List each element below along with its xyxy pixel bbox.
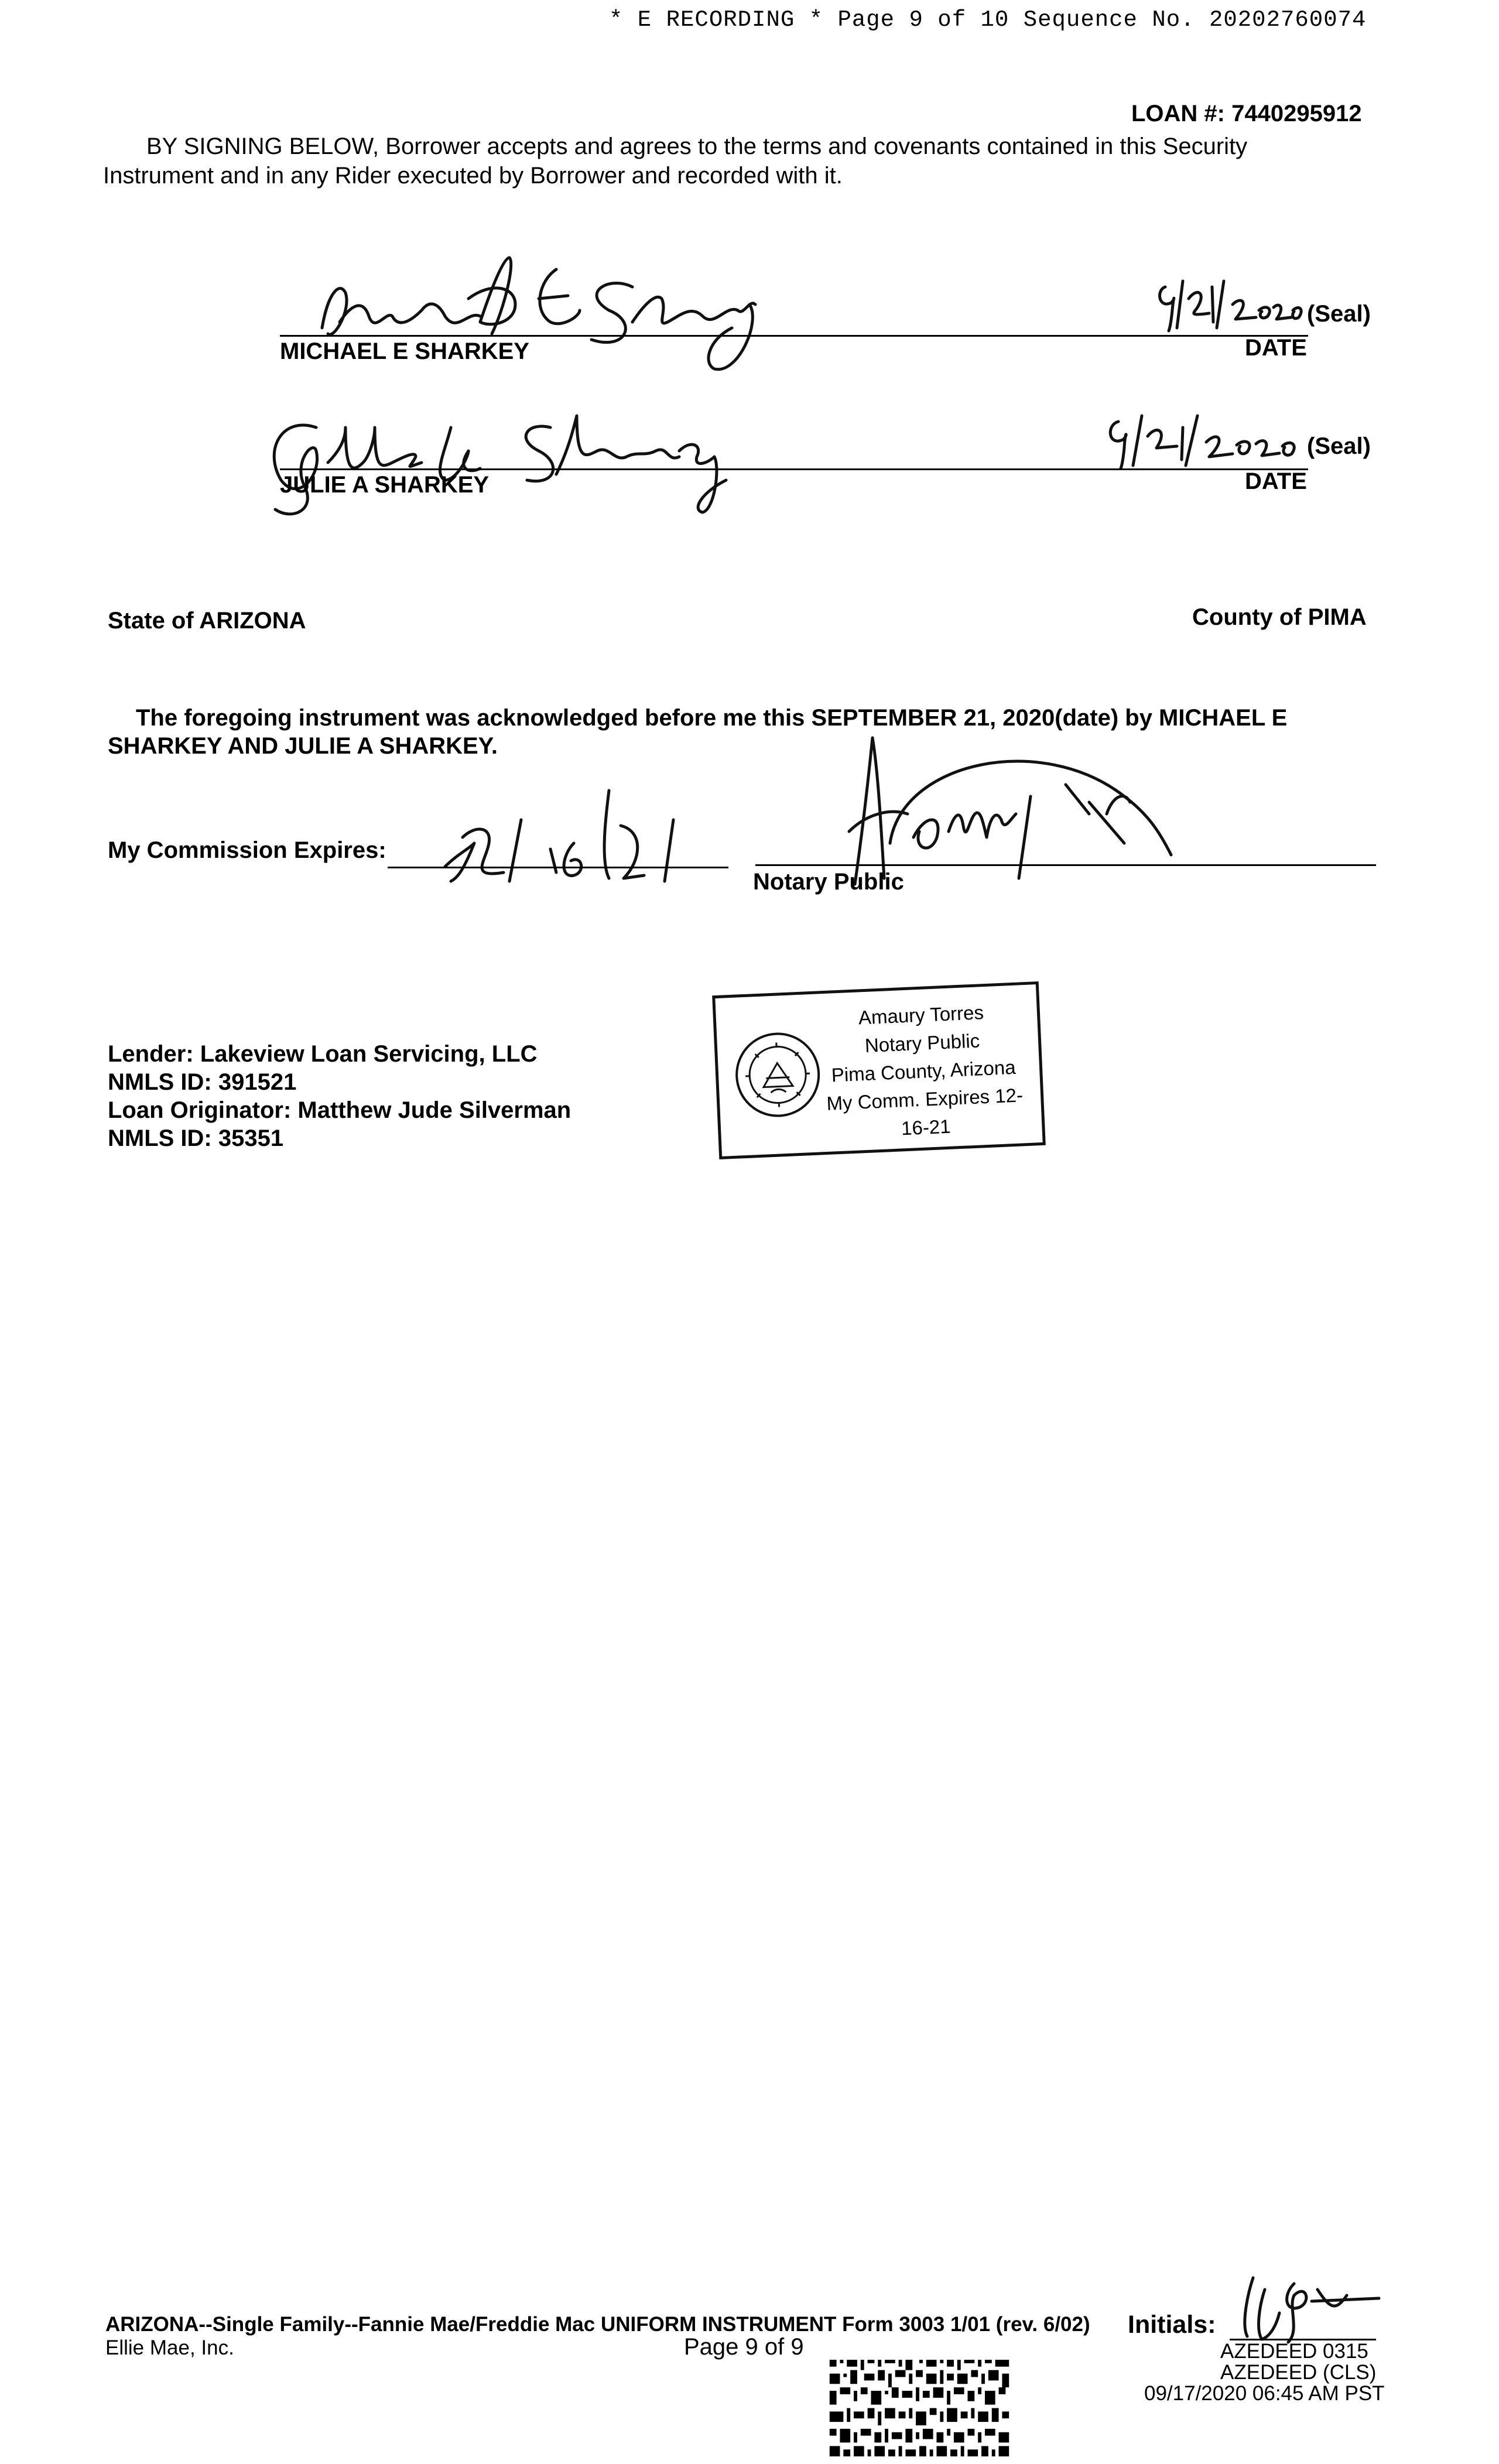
commission-expires-label: My Commission Expires: (108, 837, 386, 863)
borrower-2-signature (258, 392, 761, 521)
stamp-notary-name: Amaury Torres (858, 1001, 984, 1029)
footer-doc-code: AZEDEED 0315 (1220, 2340, 1368, 2363)
acknowledgment-line-2: SHARKEY AND JULIE A SHARKEY. (108, 733, 498, 759)
acknowledgment-line-1: The foregoing instrument was acknowledged before me this SEPTEMBER 21, 2020(date) by MICHAEL E (136, 705, 1288, 731)
lender-nmls: NMLS ID: 391521 (108, 1069, 297, 1095)
notary-public-label: Notary Public (753, 869, 904, 895)
initials-handwritten (1230, 2272, 1382, 2348)
commission-date-handwritten (433, 755, 703, 896)
borrower-1-name: MICHAEL E SHARKEY (280, 338, 529, 364)
borrower-1-date-handwritten (1154, 275, 1306, 334)
notary-stamp (712, 981, 1046, 1159)
footer-page-number: Page 9 of 9 (684, 2334, 804, 2360)
footer-vendor: Ellie Mae, Inc. (105, 2336, 234, 2359)
recording-header: * E RECORDING * Page 9 of 10 Sequence No. 20202760074 (609, 7, 1367, 33)
borrower-1-seal: (Seal) (1307, 301, 1371, 327)
borrower-2-date-handwritten (1101, 410, 1306, 474)
borrower-2-name: JULIE A SHARKEY (280, 472, 490, 498)
borrower-1-date-label: DATE (1245, 335, 1307, 361)
notary-signature-line (755, 864, 1376, 866)
arizona-state-seal-icon (732, 1029, 823, 1120)
initials-label: Initials: (1128, 2311, 1216, 2339)
footer-timestamp: 09/17/2020 06:45 AM PST (1144, 2382, 1385, 2405)
stamp-county: Pima County, Arizona (831, 1056, 1017, 1086)
footer-form-line: ARIZONA--Single Family--Fannie Mae/Freddie Mac UNIFORM INSTRUMENT Form 3003 1/01 (rev. 6/02) (105, 2313, 1090, 2336)
borrower-1-signature (304, 240, 808, 398)
borrower-2-date-label: DATE (1245, 468, 1307, 494)
footer-doc-code-2: AZEDEED (CLS) (1220, 2361, 1377, 2384)
borrower-2-seal: (Seal) (1307, 433, 1371, 459)
commission-date-line (388, 867, 728, 868)
stamp-notary-title: Notary Public (864, 1029, 980, 1056)
state-label: State of ARIZONA (108, 608, 306, 634)
originator-nmls: NMLS ID: 35351 (108, 1125, 284, 1151)
loan-number: LOAN #: 7440295912 (1131, 101, 1362, 126)
stamp-expires: My Comm. Expires 12-16-21 (826, 1084, 1024, 1139)
barcode-icon (828, 2360, 1011, 2456)
intro-line-1: BY SIGNING BELOW, Borrower accepts and agrees to the terms and covenants contained in this Security (146, 134, 1248, 159)
loan-originator: Loan Originator: Matthew Jude Silverman (108, 1097, 571, 1123)
county-label: County of PIMA (1192, 604, 1367, 630)
intro-line-2: Instrument and in any Rider executed by Borrower and recorded with it. (103, 163, 843, 189)
lender-name: Lender: Lakeview Loan Servicing, LLC (108, 1041, 538, 1067)
